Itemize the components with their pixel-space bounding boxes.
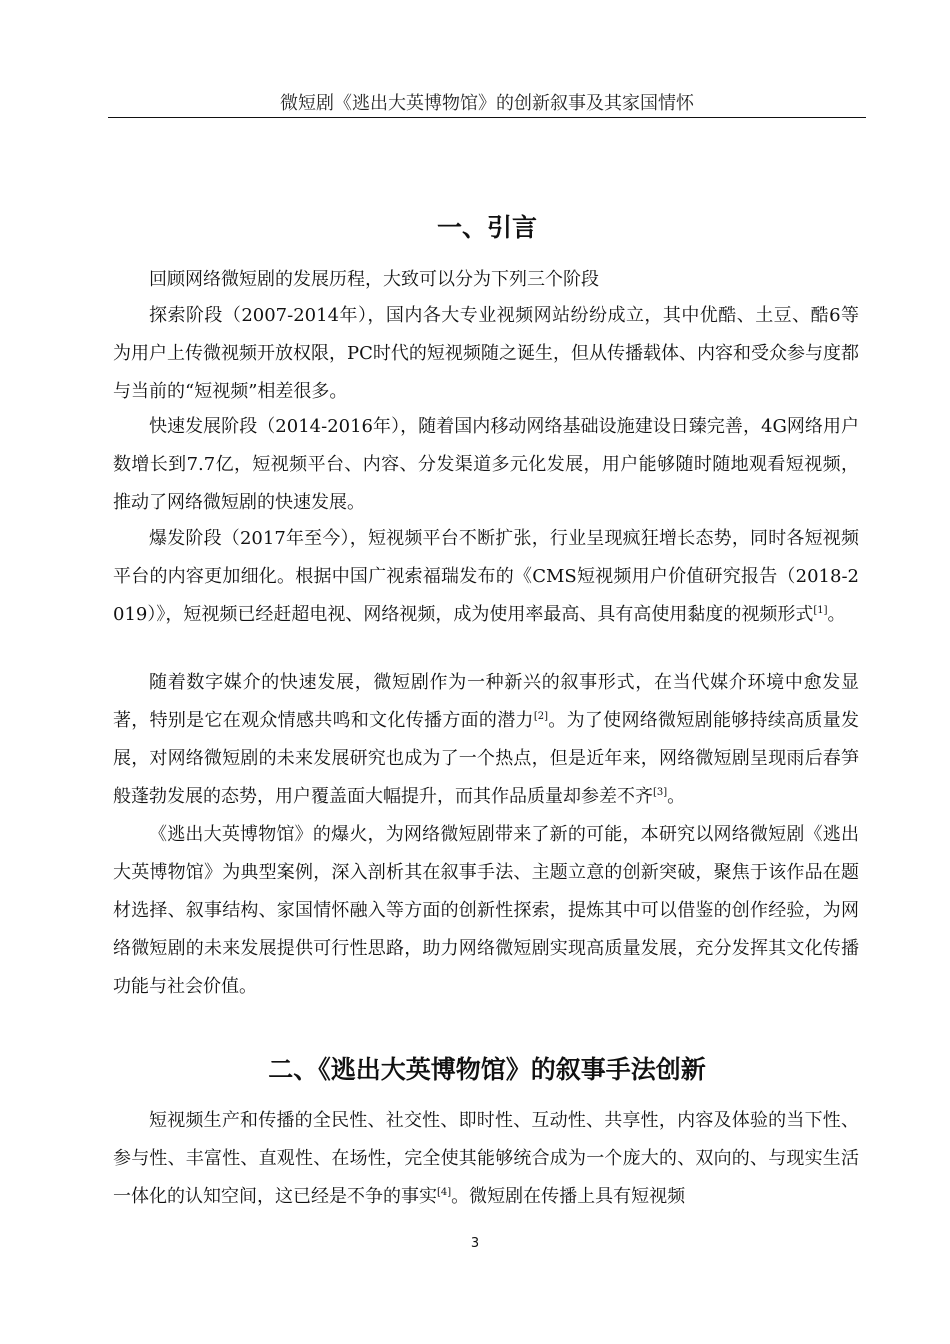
citation-ref: [1] xyxy=(813,605,828,616)
citation-ref: [2] xyxy=(533,711,548,722)
paragraph: 《逃出大英博物馆》的爆火，为网络微短剧带来了新的可能，本研究以网络微短剧《逃出大英博物馆》为典型案例，深入剖析其在叙事手法、主题立意的创新突破，聚焦于该作品在题材选择、叙事结构、家国情怀融入等方面的创新性探索，提炼其中可以借鉴的创作经验，为网络微短剧的未来发展提供可行性思路，助力网络微短剧实现高质量发展，充分发挥其文化传播功能与社会价值。 xyxy=(113,824,859,997)
citation-ref: [3] xyxy=(653,787,668,798)
paragraph: 探索阶段（2007-2014年），国内各大专业视频网站纷纷成立，其中优酷、土豆、酷6等为用户上传微视频开放权限，PC时代的短视频随之诞生，但从传播载体、内容和受众参与度都与当前的“短视频”相差很多。 xyxy=(113,305,859,402)
section-heading-introduction: 一、引言 xyxy=(436,213,537,242)
header-rule xyxy=(108,117,866,118)
paragraph: 短视频生产和传播的全民性、社交性、即时性、互动性、共享性，内容及体验的当下性、参与性、丰富性、直观性、在场性，完全使其能够统合成为一个庞大的、双向的、与现实生活一体化的认知空间，这已经是不争的事实[4]。微短剧在传播上具有短视频 xyxy=(113,1110,859,1207)
section-heading-narrative-innovation: 二、《逃出大英博物馆》的叙事手法创新 xyxy=(268,1055,706,1084)
paragraph: 爆发阶段（2017年至今），短视频平台不断扩张，行业呈现疯狂增长态势，同时各短视频平台的内容更加细化。根据中国广视索福瑞发布的《CMS短视频用户价值研究报告（2018-2019）》，短视频已经赶超电视、网络视频，成为使用率最高、具有高使用黏度的视频形式[1]。 xyxy=(113,528,859,625)
paragraph: 快速发展阶段（2014-2016年），随着国内移动网络基础设施建设日臻完善，4G网络用户数增长到7.7亿，短视频平台、内容、分发渠道多元化发展，用户能够随时随地观看短视频，推动了网络微短剧的快速发展。 xyxy=(113,416,859,513)
citation-ref: [4] xyxy=(437,1187,452,1198)
paragraph: 随着数字媒介的快速发展，微短剧作为一种新兴的叙事形式，在当代媒介环境中愈发显著，特别是它在观众情感共鸣和文化传播方面的潜力[2]。为了使网络微短剧能够持续高质量发展，对网络微短剧的未来发展研究也成为了一个热点，但是近年来，网络微短剧呈现雨后春笋般蓬勃发展的态势，用户覆盖面大幅提升，而其作品质量却参差不齐[3]。 xyxy=(113,672,860,807)
page-number: 3 xyxy=(470,1236,480,1251)
running-title: 微短剧《逃出大英博物馆》的创新叙事及其家国情怀 xyxy=(280,93,694,114)
paragraph: 回顾网络微短剧的发展历程，大致可以分为下列三个阶段 xyxy=(149,269,599,290)
